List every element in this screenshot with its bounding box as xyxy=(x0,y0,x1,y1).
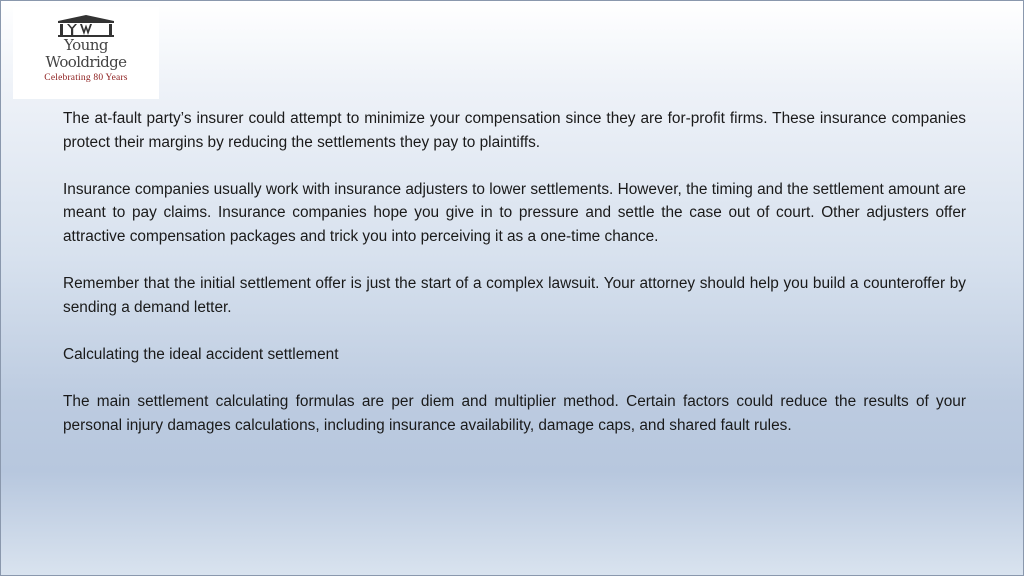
company-logo xyxy=(13,7,159,99)
body-text xyxy=(63,107,966,461)
paragraph: Insurance companies usually work with insurance adjusters to lower settlements. However, the timing and the settlement amount are meant to pay claims. Insurance companies hope you give in to pressure and settle the case out of court. Other adjusters offer attractive compensation packages and trick you into perceiving it as a one-time chance. xyxy=(63,180,966,245)
logo-tagline: Celebrating 80 Years xyxy=(44,73,128,83)
logo-mark-icon xyxy=(56,15,116,37)
paragraph: The at-fault party’s insurer could attempt to minimize your compensation since they are for-profit firms. These insurance companies protect their margins by reducing the settlements they pay to plaintiffs. xyxy=(63,110,966,151)
paragraph: Remember that the initial settlement offer is just the start of a complex lawsuit. Your attorney should help you build a counteroffer by sending a demand letter. xyxy=(63,275,966,316)
logo-name-line1: Young xyxy=(63,36,109,54)
logo-name-line2: Wooldridge xyxy=(45,53,127,71)
section-heading: Calculating the ideal accident settlement xyxy=(63,345,339,363)
paragraph: The main settlement calculating formulas are per diem and multiplier method. Certain factors could reduce the results of your personal injury damages calculations, including insurance availability, damage caps, and shared fault rules. xyxy=(63,393,966,434)
